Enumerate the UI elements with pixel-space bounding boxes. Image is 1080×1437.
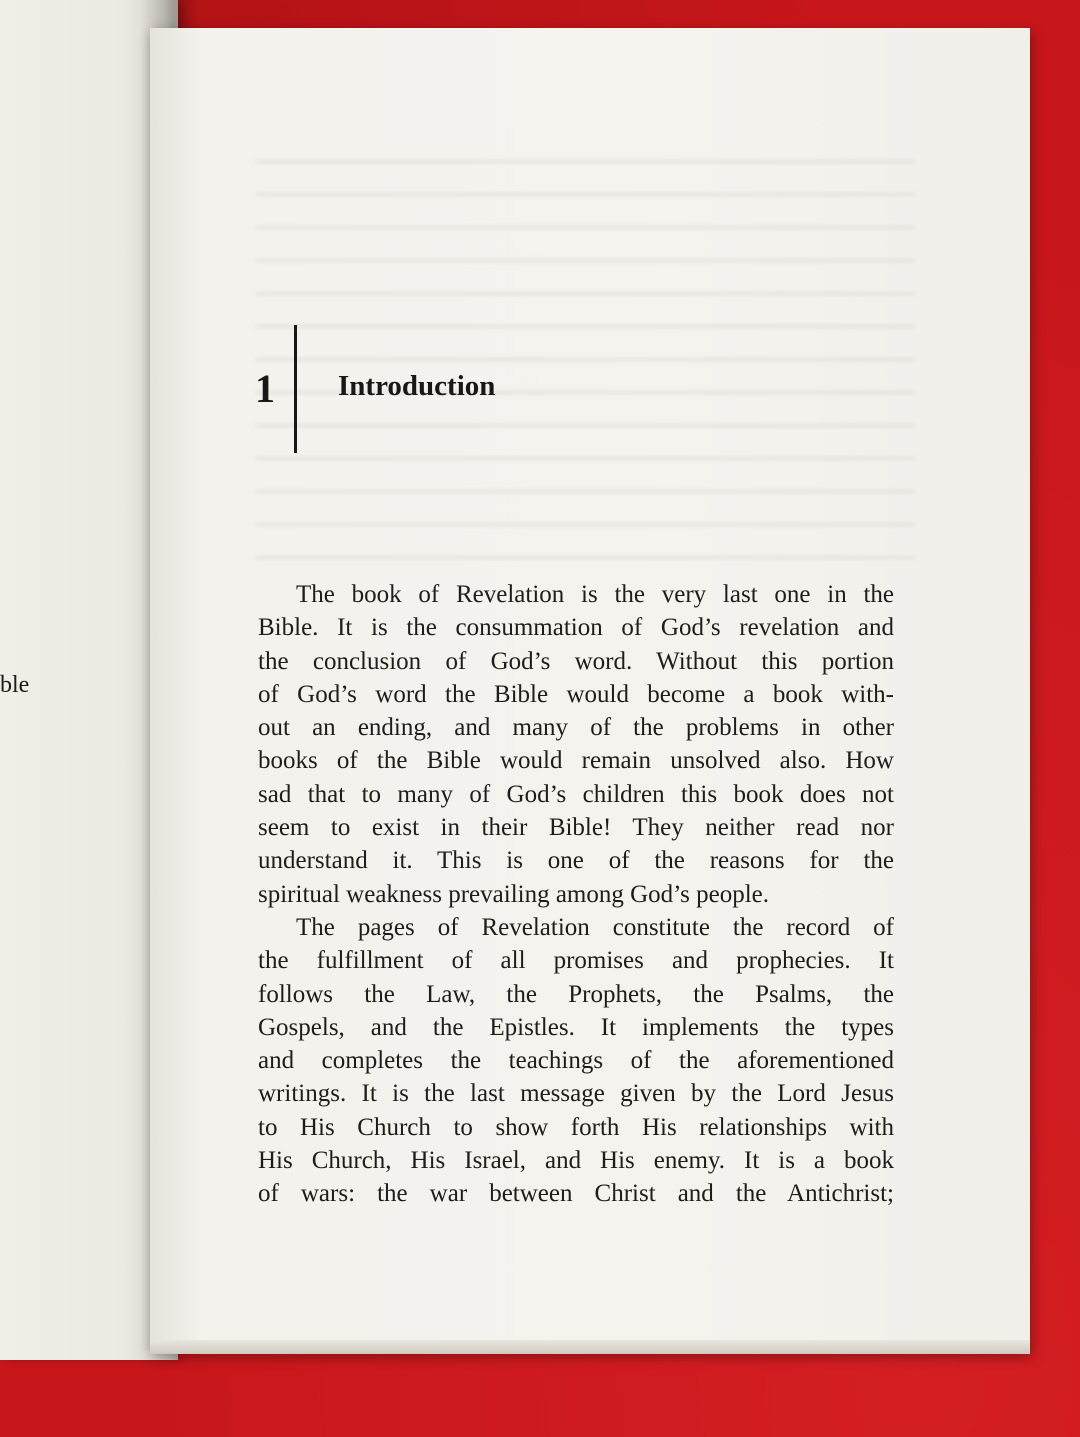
text-line: follows the Law, the Prophets, the Psalms, the bbox=[258, 980, 894, 1008]
text-line: to His Church to show forth His relationships with bbox=[258, 1113, 894, 1141]
text-line: of God’s word the Bible would become a book with- bbox=[258, 680, 894, 708]
page-stack-edge bbox=[150, 1340, 1030, 1354]
paragraph-2 bbox=[258, 911, 894, 1211]
chapter-number: 1 bbox=[255, 366, 275, 411]
text-line: The book of Revelation is the very last one in the bbox=[296, 581, 894, 608]
text-line: writings. It is the last message given by the Lord Jesus bbox=[258, 1080, 894, 1108]
text-line: sad that to many of God’s children this book does not bbox=[258, 780, 894, 808]
body-text bbox=[258, 578, 894, 1211]
text-line: of wars: the war between Christ and the Antichrist; bbox=[258, 1180, 894, 1208]
text-line: spiritual weakness prevailing among God’s people. bbox=[258, 880, 769, 908]
text-line: The pages of Revelation constitute the record of bbox=[296, 913, 894, 941]
chapter-divider-rule bbox=[294, 325, 297, 453]
text-line: Gospels, and the Epistles. It implements the types bbox=[258, 1013, 894, 1041]
text-line: the fulfillment of all promises and prophecies. It bbox=[258, 947, 894, 975]
text-line: Bible. It is the consummation of God’s revelation and bbox=[258, 614, 894, 642]
text-line: understand it. This is one of the reasons for the bbox=[258, 847, 894, 875]
text-line: books of the Bible would remain unsolved also. How bbox=[258, 747, 894, 775]
text-line: the conclusion of God’s word. Without this portion bbox=[258, 647, 894, 675]
chapter-title: Introduction bbox=[338, 370, 496, 402]
chapter-heading bbox=[255, 325, 655, 455]
text-line: out an ending, and many of the problems in other bbox=[258, 714, 894, 742]
left-page-text-fragment: ble bbox=[0, 672, 30, 698]
paragraph-1 bbox=[258, 578, 894, 911]
text-line: His Church, His Israel, and His enemy. It is a book bbox=[258, 1147, 894, 1175]
text-line: seem to exist in their Bible! They neither read nor bbox=[258, 814, 894, 842]
text-line: and completes the teachings of the aforementioned bbox=[258, 1047, 894, 1075]
